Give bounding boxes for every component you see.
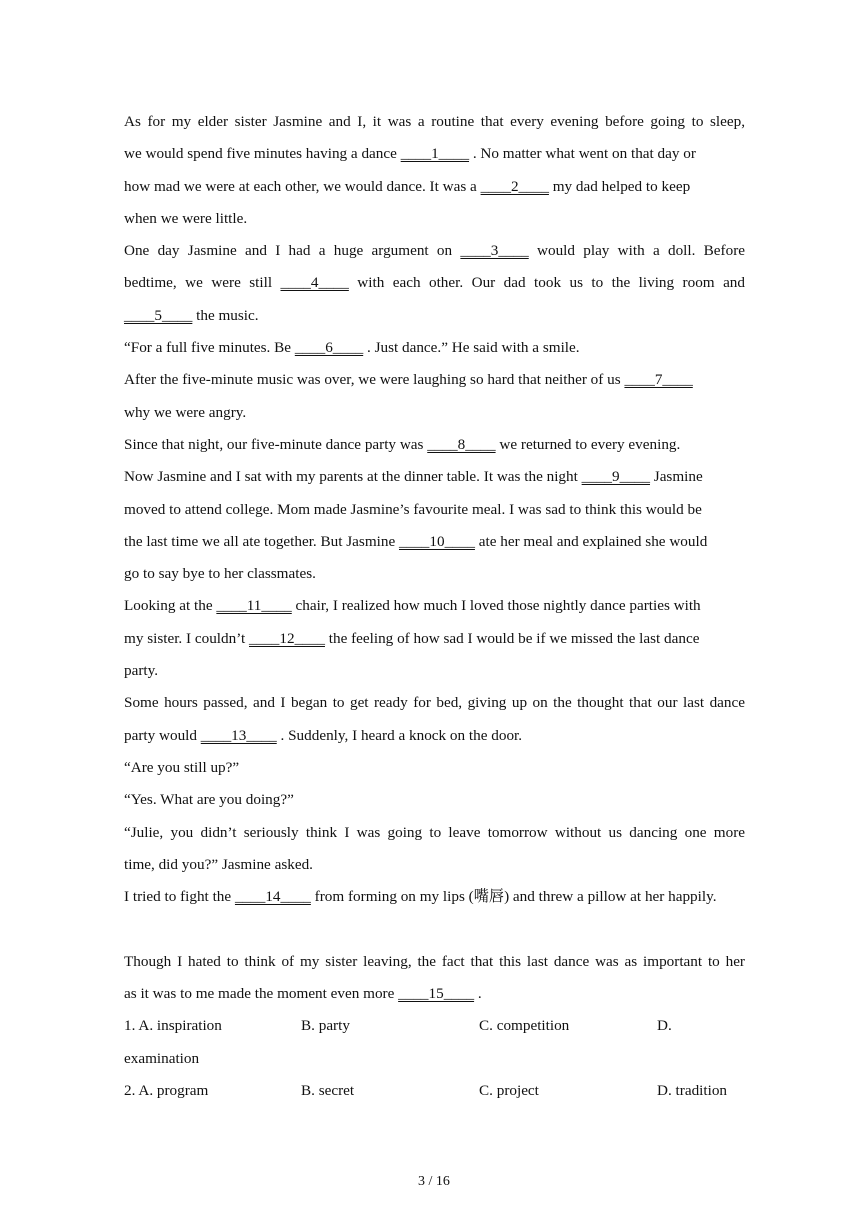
passage-text: After the five-minute music was over, we were laughing so hard that neither of us [124, 371, 625, 389]
passage-text: bedtime, we were still [124, 274, 281, 292]
option-d-text: examination [124, 1049, 200, 1067]
passage-text: “Julie, you didn’t seriously think I was going to leave tomorrow without us dancing one more [124, 823, 745, 841]
blank-8: ____8____ [427, 435, 496, 453]
passage-text: “Are you still up?” [124, 758, 240, 776]
passage-text: Looking at the [124, 597, 217, 615]
passage-text: moved to attend college. Mom made Jasmine’s favourite meal. I was sad to think this would be [124, 500, 702, 518]
blank-10: ____10____ [399, 532, 475, 550]
blank-12: ____12____ [249, 629, 325, 647]
passage-text: I tried to fight the [124, 888, 235, 906]
passage-line [124, 623, 745, 655]
passage-text: “For a full five minutes. Be [124, 339, 295, 357]
passage-text: the last time we all ate together. But Jasmine [124, 532, 399, 550]
passage-line [124, 106, 745, 138]
passage-text: As for my elder sister Jasmine and I, it was a routine that every evening before going to sleep, [124, 113, 745, 130]
passage-text: Now Jasmine and I sat with my parents at the dinner table. It was the night [124, 468, 582, 486]
option-d: D. tradition [657, 1081, 728, 1099]
passage-text: my dad helped to keep [548, 177, 691, 195]
passage-text: the feeling of how sad I would be if we missed the last dance [324, 629, 700, 647]
blank-4: ____4____ [280, 274, 349, 292]
passage-text: from forming on my lips (嘴唇) and threw a pillow at her happily. [310, 888, 717, 906]
passage-line [124, 590, 745, 622]
passage-text: with each other. Our dad took us to the living room and [348, 274, 745, 292]
blank-15: ____15____ [398, 985, 475, 1003]
option-b: B. party [301, 1017, 350, 1035]
option-b: B. secret [301, 1081, 355, 1099]
passage-text: time, did you?” Jasmine asked. [124, 855, 313, 873]
cloze-passage [124, 106, 745, 1107]
passage-text: chair, I realized how much I loved those nightly dance parties with [291, 597, 701, 615]
passage-text: . Just dance.” He said with a smile. [363, 339, 580, 357]
passage-line [124, 494, 745, 526]
passage-line [124, 881, 745, 913]
passage-text: would play with a doll. Before [528, 242, 746, 260]
passage-line [124, 784, 745, 816]
passage-line [124, 267, 745, 299]
passage-text: . Suddenly, I heard a knock on the door. [276, 726, 523, 744]
passage-line [124, 332, 745, 364]
option-c: C. project [479, 1081, 539, 1099]
passage-text: . [474, 985, 482, 1003]
passage-line [124, 526, 745, 558]
passage-text: One day Jasmine and I had a huge argument on [124, 242, 461, 260]
blank-5: ____5____ [124, 306, 193, 324]
passage-line [124, 429, 745, 461]
passage-text: how mad we were at each other, we would dance. It was a [124, 177, 481, 195]
passage-line [124, 655, 745, 687]
passage-text: . No matter what went on that day or [469, 145, 696, 163]
passage-text: the music. [192, 306, 259, 324]
option-d-wrap [124, 1043, 745, 1075]
passage-line [124, 300, 745, 332]
passage-line [124, 235, 745, 267]
passage-line [124, 817, 745, 849]
passage-text: ate her meal and explained she would [474, 532, 708, 550]
passage-line [124, 687, 745, 719]
blank-1: ____1____ [400, 145, 470, 163]
passage-text: why we were angry. [124, 403, 247, 421]
passage-text: as it was to me made the moment even more [124, 985, 399, 1003]
passage-text: party. [124, 662, 159, 680]
page-number: 3 / 16 [418, 1174, 450, 1189]
passage-text: Since that night, our five-minute dance party was [124, 435, 428, 453]
passage-text: my sister. I couldn’t [124, 629, 250, 647]
option-a: 1. A. inspiration [124, 1017, 222, 1035]
passage-line [124, 364, 745, 396]
option-a: 2. A. program [124, 1081, 209, 1099]
passage-text: Jasmine [649, 468, 703, 486]
blank-7: ____7____ [624, 371, 693, 389]
passage-line [124, 849, 745, 881]
passage-text: when we were little. [124, 209, 248, 227]
passage-line [124, 203, 745, 235]
passage-line [124, 461, 745, 493]
passage-line [124, 720, 745, 752]
passage-line [124, 946, 745, 978]
passage-text: Though I hated to think of my sister leaving, the fact that this last dance was as important to her [124, 952, 745, 970]
passage-line [124, 138, 745, 170]
blank-14: ____14____ [234, 888, 311, 906]
option-d: D. [657, 1017, 672, 1035]
blank-13: ____13____ [200, 726, 277, 744]
passage-text: party would [124, 726, 201, 744]
passage-text: we would spend five minutes having a dance [124, 145, 401, 163]
question-1-options [124, 1010, 745, 1042]
blank-6: ____6____ [294, 339, 364, 357]
blank-2: ____2____ [480, 177, 549, 195]
passage-line [124, 171, 745, 203]
passage-text: “Yes. What are you doing?” [124, 791, 294, 809]
passage-line [124, 978, 745, 1010]
passage-line [124, 397, 745, 429]
passage-text: go to say bye to her classmates. [124, 565, 316, 583]
passage-text: we returned to every evening. [495, 435, 681, 453]
passage-line [124, 558, 745, 590]
passage-line [124, 752, 745, 784]
blank-9: ____9____ [581, 468, 650, 486]
option-c: C. competition [479, 1017, 570, 1035]
question-2-options [124, 1075, 745, 1107]
blank-3: ____3____ [460, 242, 529, 260]
paragraph-gap [124, 913, 745, 945]
passage-text: Some hours passed, and I began to get ready for bed, giving up on the thought that our last dance [124, 694, 745, 712]
blank-11: ____11____ [216, 597, 292, 615]
